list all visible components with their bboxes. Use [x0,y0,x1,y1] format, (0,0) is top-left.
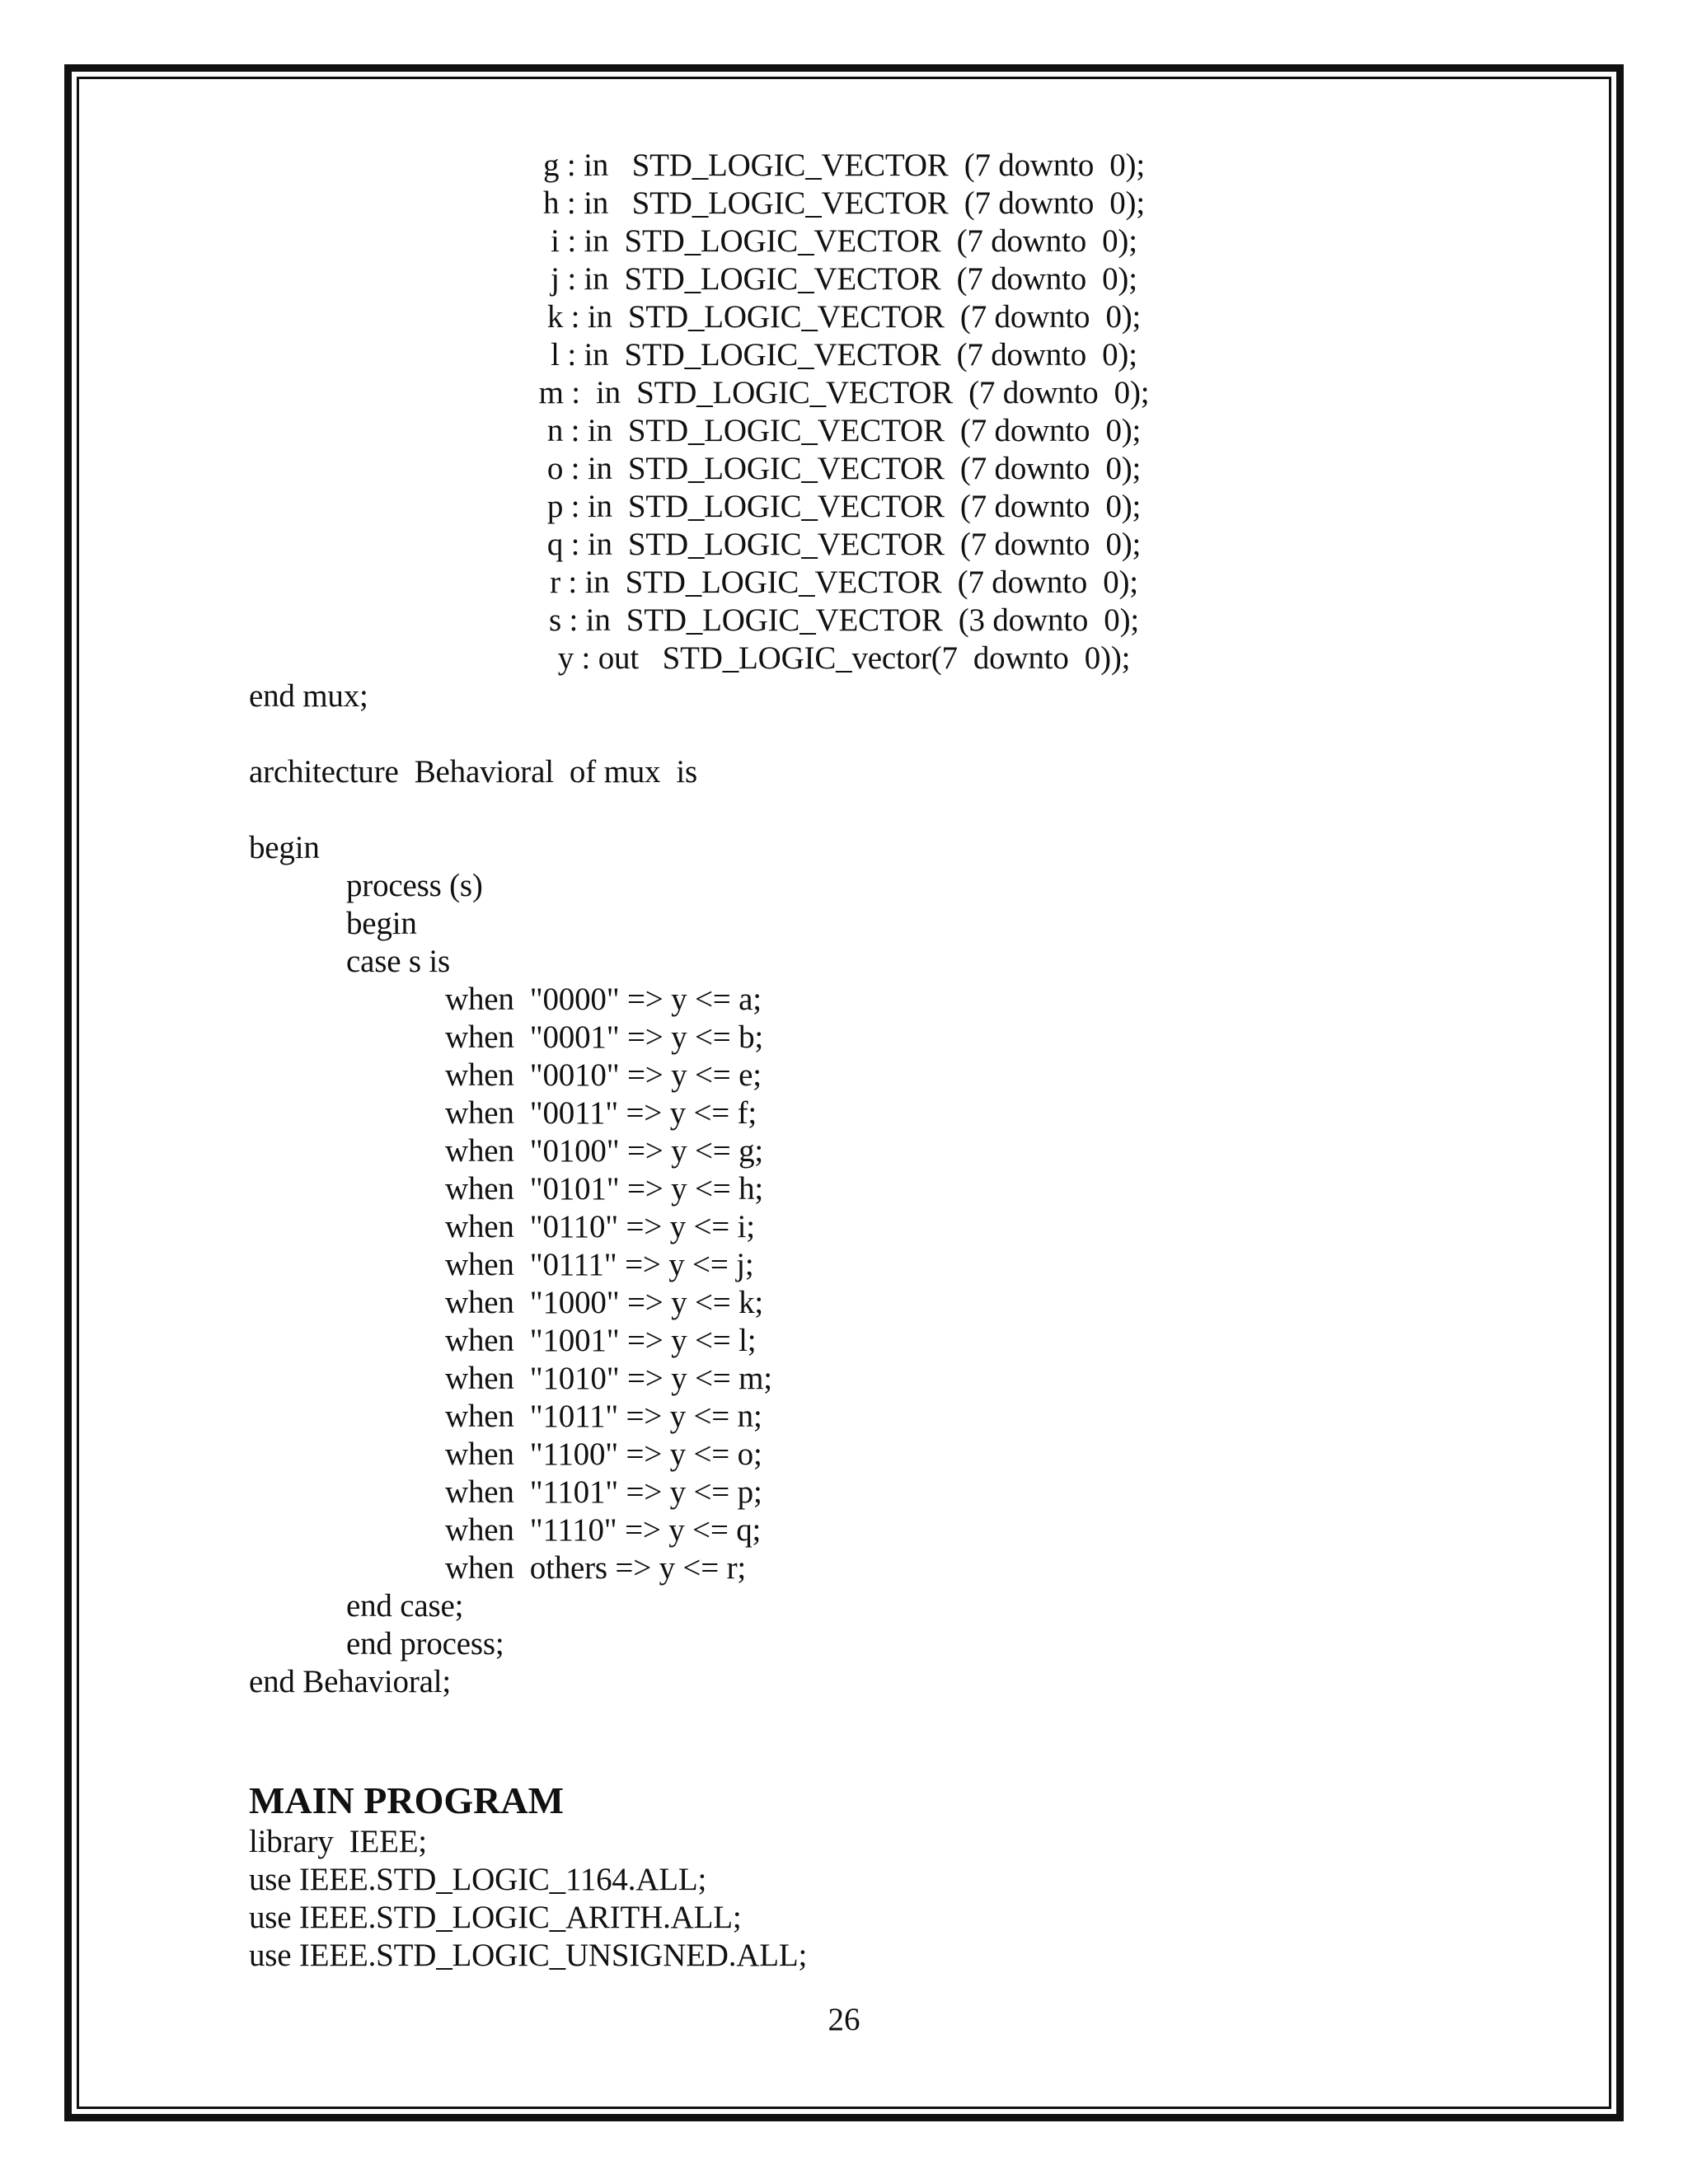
when-line: when "0100" => y <= g; [445,1133,764,1169]
when-line: when "0111" => y <= j; [445,1247,754,1282]
begin-line: begin [249,830,320,865]
when-line: when "0101" => y <= h; [445,1171,764,1207]
use-line: use IEEE.STD_LOGIC_1164.ALL; [249,1862,707,1897]
section-heading: MAIN PROGRAM [249,1779,564,1821]
port-line-y: y : out STD_LOGIC_vector(7 downto 0)); [557,640,1131,676]
architecture-line: architecture Behavioral of mux is [249,754,698,790]
library-line: library IEEE; [249,1824,427,1859]
port-line-q: q : in STD_LOGIC_VECTOR (7 downto 0); [546,527,1142,562]
end-behavioral-line: end Behavioral; [249,1664,451,1699]
when-line: when "1000" => y <= k; [445,1285,764,1320]
end-case-line: end case; [346,1588,464,1624]
port-line-g: g : in STD_LOGIC_VECTOR (7 downto 0); [543,148,1145,183]
when-line: when "0110" => y <= i; [445,1209,755,1244]
port-line-p: p : in STD_LOGIC_VECTOR (7 downto 0); [546,489,1142,524]
when-line: when "1101" => y <= p; [445,1474,762,1510]
port-line-h: h : in STD_LOGIC_VECTOR (7 downto 0); [543,185,1145,221]
end-mux-line: end mux; [249,678,368,714]
when-line: when "1110" => y <= q; [445,1512,762,1548]
when-line: when "1100" => y <= o; [445,1436,762,1472]
end-process-line: end process; [346,1626,504,1661]
process-begin-line: begin [346,906,417,941]
when-line: when "0010" => y <= e; [445,1057,762,1093]
page-number: 26 [828,2002,860,2037]
port-line-m: m : in STD_LOGIC_VECTOR (7 downto 0); [538,375,1150,410]
port-line-r: r : in STD_LOGIC_VECTOR (7 downto 0); [550,565,1138,600]
port-line-k: k : in STD_LOGIC_VECTOR (7 downto 0); [546,299,1142,335]
port-line-s: s : in STD_LOGIC_VECTOR (3 downto 0); [548,602,1140,638]
use-line: use IEEE.STD_LOGIC_UNSIGNED.ALL; [249,1938,808,1973]
port-line-i: i : in STD_LOGIC_VECTOR (7 downto 0); [551,223,1137,259]
use-line: use IEEE.STD_LOGIC_ARITH.ALL; [249,1900,742,1935]
when-others-line: when others => y <= r; [445,1550,746,1586]
port-line-o: o : in STD_LOGIC_VECTOR (7 downto 0); [546,451,1142,486]
when-line: when "0001" => y <= b; [445,1019,764,1055]
when-line: when "0011" => y <= f; [445,1095,757,1131]
process-line: process (s) [346,868,483,903]
when-line: when "1010" => y <= m; [445,1361,772,1396]
when-line: when "1001" => y <= l; [445,1323,757,1358]
port-line-j: j : in STD_LOGIC_VECTOR (7 downto 0); [551,261,1137,297]
port-line-n: n : in STD_LOGIC_VECTOR (7 downto 0); [546,413,1142,448]
port-line-l: l : in STD_LOGIC_VECTOR (7 downto 0); [551,337,1137,373]
case-line: case s is [346,944,450,979]
when-line: when "1011" => y <= n; [445,1399,762,1434]
when-line: when "0000" => y <= a; [445,982,762,1017]
